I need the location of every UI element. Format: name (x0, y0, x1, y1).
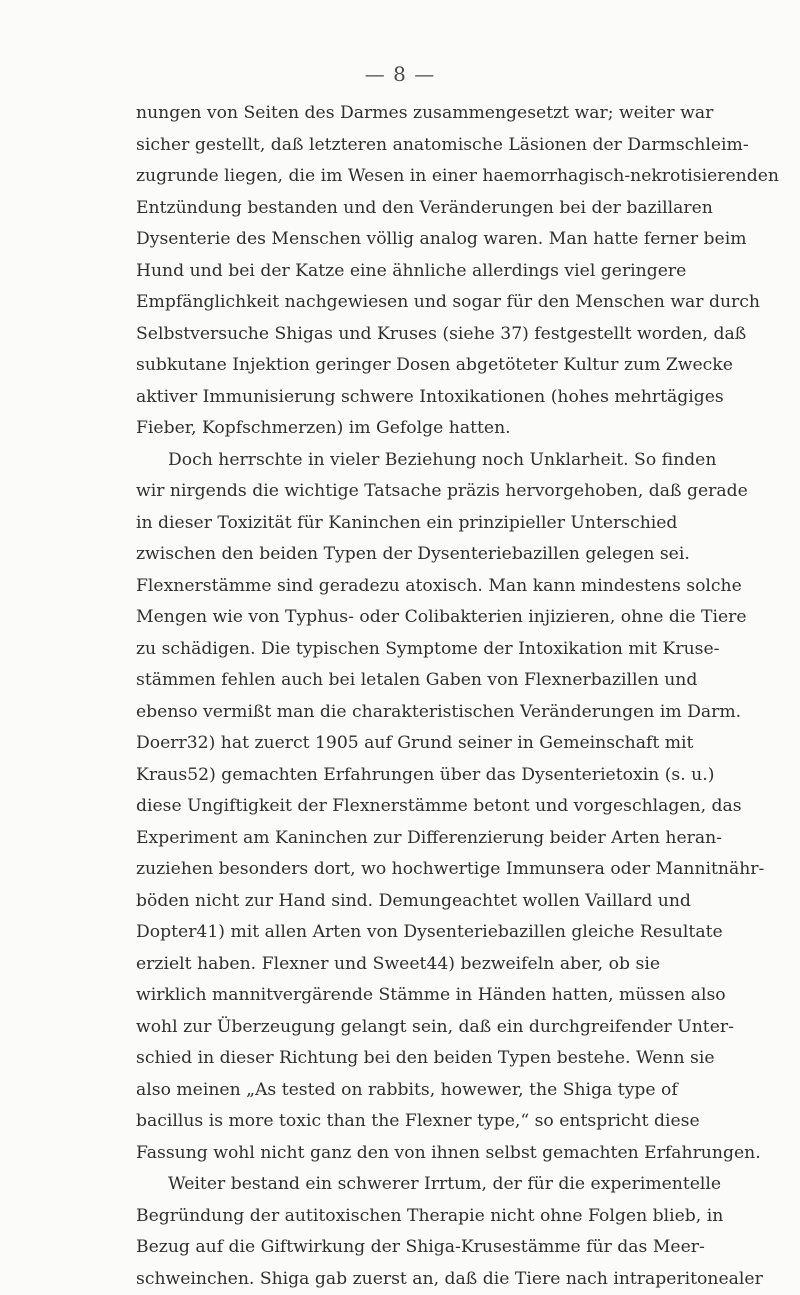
paragraph-3 (136, 1169, 660, 1295)
text-line: sicher gestellt, daß letzteren anatomische Läsionen der Darmschleim- (136, 130, 660, 162)
body-text (136, 98, 660, 1295)
text-line: böden nicht zur Hand sind. Demungeachtet wollen Vaillard und (136, 886, 660, 918)
paragraph-1 (136, 98, 660, 445)
text-line: aktiver Immunisierung schwere Intoxikationen (hohes mehrtägiges (136, 382, 660, 414)
text-line: Begründung der autitoxischen Therapie nicht ohne Folgen blieb, in (136, 1201, 660, 1233)
text-line: Mengen wie von Typhus- oder Colibakterien injizieren, ohne die Tiere (136, 602, 660, 634)
text-line: zu schädigen. Die typischen Symptome der Intoxikation mit Kruse- (136, 634, 660, 666)
text-line: ebenso vermißt man die charakteristischen Veränderungen im Darm. (136, 697, 660, 729)
text-line: Dysenterie des Menschen völlig analog waren. Man hatte ferner beim (136, 224, 660, 256)
text-line: wirklich mannitvergärende Stämme in Händen hatten, müssen also (136, 980, 660, 1012)
page-number: — 8 — (0, 62, 800, 86)
text-line: Fieber, Kopfschmerzen) im Gefolge hatten. (136, 413, 660, 445)
text-line: diese Ungiftigkeit der Flexnerstämme betont und vorgeschlagen, das (136, 791, 660, 823)
text-line: zugrunde liegen, die im Wesen in einer haemorrhagisch-nekrotisierenden (136, 161, 660, 193)
text-line: Hund und bei der Katze eine ähnliche allerdings viel geringere (136, 256, 660, 288)
text-line: Fassung wohl nicht ganz den von ihnen selbst gemachten Erfahrungen. (136, 1138, 660, 1170)
text-line: Entzündung bestanden und den Veränderungen bei der bazillaren (136, 193, 660, 225)
text-line: nungen von Seiten des Darmes zusammengesetzt war; weiter war (136, 98, 660, 130)
paragraph-2 (136, 445, 660, 1170)
text-line: Bezug auf die Giftwirkung der Shiga-Krusestämme für das Meer- (136, 1232, 660, 1264)
text-line: also meinen „As tested on rabbits, howewer, the Shiga type of (136, 1075, 660, 1107)
text-line: in dieser Toxizität für Kaninchen ein prinzipieller Unterschied (136, 508, 660, 540)
text-line: Experiment am Kaninchen zur Differenzierung beider Arten heran- (136, 823, 660, 855)
text-line: Doch herrschte in vieler Beziehung noch Unklarheit. So finden (136, 445, 660, 477)
text-line: wohl zur Überzeugung gelangt sein, daß ein durchgreifender Unter- (136, 1012, 660, 1044)
text-line: Doerr32) hat zuerct 1905 auf Grund seiner in Gemeinschaft mit (136, 728, 660, 760)
text-line: wir nirgends die wichtige Tatsache präzis hervorgehoben, daß gerade (136, 476, 660, 508)
text-line: schied in dieser Richtung bei den beiden Typen bestehe. Wenn sie (136, 1043, 660, 1075)
text-line: erzielt haben. Flexner und Sweet44) bezweifeln aber, ob sie (136, 949, 660, 981)
text-line: subkutane Injektion geringer Dosen abgetöteter Kultur zum Zwecke (136, 350, 660, 382)
text-line: Flexnerstämme sind geradezu atoxisch. Man kann mindestens solche (136, 571, 660, 603)
text-line: zwischen den beiden Typen der Dysenteriebazillen gelegen sei. (136, 539, 660, 571)
text-line: Empfänglichkeit nachgewiesen und sogar für den Menschen war durch (136, 287, 660, 319)
text-line: Weiter bestand ein schwerer Irrtum, der für die experimentelle (136, 1169, 660, 1201)
text-line: bacillus is more toxic than the Flexner type,“ so entspricht diese (136, 1106, 660, 1138)
text-line: Dopter41) mit allen Arten von Dysenteriebazillen gleiche Resultate (136, 917, 660, 949)
text-line: Selbstversuche Shigas und Kruses (siehe 37) festgestellt worden, daß (136, 319, 660, 351)
text-line: stämmen fehlen auch bei letalen Gaben von Flexnerbazillen und (136, 665, 660, 697)
text-line: zuziehen besonders dort, wo hochwertige Immunsera oder Mannitnähr- (136, 854, 660, 886)
text-line: Kraus52) gemachten Erfahrungen über das Dysenterietoxin (s. u.) (136, 760, 660, 792)
text-line: schweinchen. Shiga gab zuerst an, daß die Tiere nach intraperitonealer (136, 1264, 660, 1295)
